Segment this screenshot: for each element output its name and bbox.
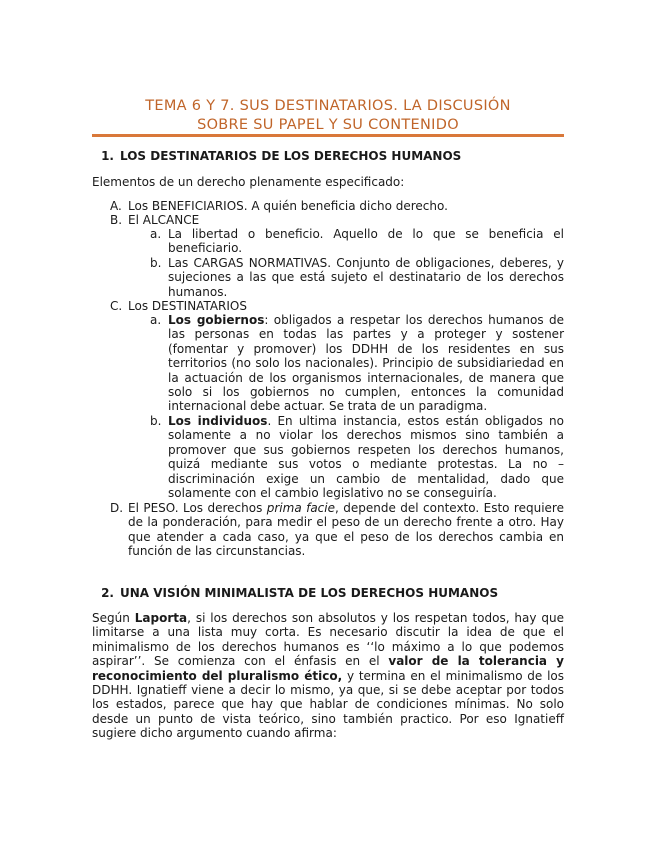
individuos-text: . En ultima instancia, estos están obligados no solamente a no violar los derechos mismos sino también a promover que sus gobiernos respeten los derechos humanos, quizá mediante sus votos o mediante protestas. La no – discriminación exige un cambio de mentalidad, dado que solamente con el cambio legislativo no se conseguiría. xyxy=(168,414,564,501)
section-2-heading xyxy=(92,586,564,601)
sublist-item-libertad: La libertad o beneficio. Aquello de lo que se beneficia el beneficiario. xyxy=(168,227,564,256)
gobiernos-text: : obligados a respetar los derechos humanos de las personas en todas las partes y a proteger y sostener (fomentar y promover) los DDHH de los residentes en sus territorios (no solo los nacionales). Principio de subsidiariedad en la actuación de los organismos internacionales, de manera que solo si los gobiernos no cumplen, entonces la comunidad internacional debe actuar. Se trata de un paradigma. xyxy=(168,313,565,414)
section-2-paragraph xyxy=(92,611,564,741)
section-1-intro: Elementos de un derecho plenamente especificado: xyxy=(92,175,405,189)
paragraph-text-3: y termina en el minimalismo de los DDHH. Ignatieff viene a decir lo mismo, ya que, si se debe aceptar por todos los estados, parece que hay que hablar de condiciones mínimas. No solo desde un punto de vista teórico, sino también practico. Por eso Ignatieff sugiere dicho argumento cuando afirma: xyxy=(92,668,564,741)
list-marker-b: B. xyxy=(110,213,123,227)
sublist-marker-b-a: a. xyxy=(150,227,162,241)
sublist-marker-c-b: b. xyxy=(150,414,162,428)
list-item-alcance: El ALCANCE xyxy=(128,213,200,227)
peso-italic: prima facie xyxy=(266,501,335,515)
list-marker-d: D. xyxy=(110,501,124,515)
laporta-bold: Laporta xyxy=(134,611,188,625)
list-item-peso xyxy=(128,501,564,559)
sublist-item-gobiernos xyxy=(168,313,564,414)
document-title xyxy=(92,97,564,135)
list-item-beneficiarios: Los BENEFICIARIOS. A quién beneficia dicho derecho. xyxy=(128,199,448,213)
gobiernos-bold: Los gobiernos xyxy=(168,313,265,327)
tolerancia-bold: valor de la tolerancia y reconocimiento del pluralismo ético, xyxy=(92,654,564,683)
paragraph-text-2: , si los derechos son absolutos y los respetan todos, hay que limitarse a una lista muy corta. Es necesario discutir la idea de que el minimalismo de los derechos humanos es ‘‘lo máximo a lo que podemos aspirar’’. Se comienza con el énfasis en el xyxy=(92,611,564,669)
peso-text-1: El PESO. Los derechos xyxy=(128,501,267,515)
section-2-title: UNA VISIÓN MINIMALISTA DE LOS DERECHOS HUMANOS xyxy=(120,586,499,600)
section-2-number: 2. xyxy=(101,586,114,600)
sublist-marker-c-a: a. xyxy=(150,313,162,327)
section-1-number: 1. xyxy=(101,149,114,163)
peso-text-2: , depende del contexto. Esto requiere de la ponderación, para medir el peso de un derecho frente a otro. Hay que atender a cada caso, ya que el peso de los derechos cambia en función de las circunstancias. xyxy=(128,501,564,559)
section-1-title: LOS DESTINATARIOS DE LOS DERECHOS HUMANOS xyxy=(120,149,462,163)
sublist-item-individuos xyxy=(168,414,564,500)
list-item-destinatarios: Los DESTINATARIOS xyxy=(128,299,247,313)
sublist-item-cargas: Las CARGAS NORMATIVAS. Conjunto de obligaciones, deberes, y sujeciones a las que está sujeto el destinatario de los derechos humanos. xyxy=(168,256,564,299)
section-1-heading xyxy=(92,149,564,164)
individuos-bold: Los individuos xyxy=(168,414,268,428)
paragraph-text-1: Según xyxy=(92,611,135,625)
list-marker-a: A. xyxy=(110,199,122,213)
list-marker-c: C. xyxy=(110,299,123,313)
title-line-2: SOBRE SU PAPEL Y SU CONTENIDO xyxy=(197,117,459,133)
sublist-marker-b-b: b. xyxy=(150,256,162,270)
title-underline xyxy=(92,134,564,137)
title-line-1: TEMA 6 Y 7. SUS DESTINATARIOS. LA DISCUSIÓN xyxy=(145,98,511,114)
